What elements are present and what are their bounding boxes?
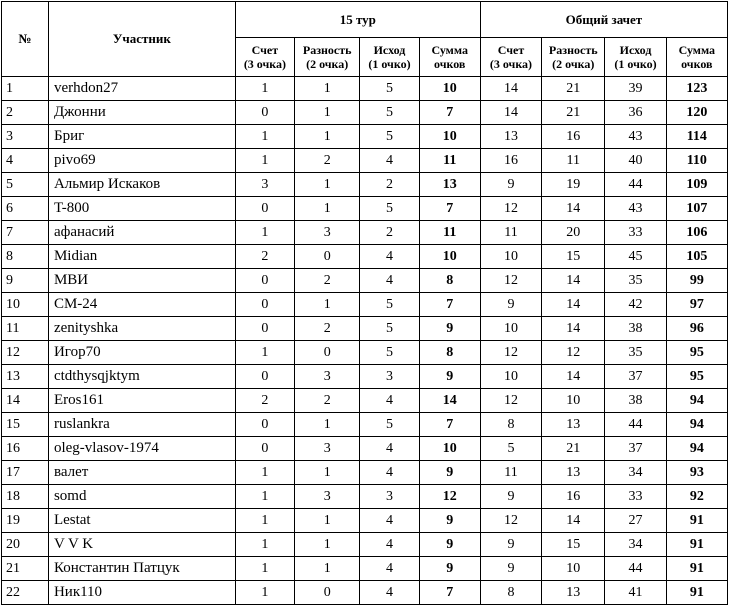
cell-round-score: 1	[235, 221, 294, 245]
cell-round-sum: 9	[419, 317, 480, 341]
participant-name: Eros161	[48, 389, 235, 413]
cell-round-outcome: 5	[360, 317, 419, 341]
cell-total-sum: 92	[666, 485, 727, 509]
cell-total-sum: 94	[666, 413, 727, 437]
cell-round-score: 1	[235, 461, 294, 485]
row-number: 11	[2, 317, 49, 341]
cell-round-difference: 1	[295, 101, 360, 125]
cell-total-difference: 10	[542, 557, 605, 581]
cell-total-outcome: 36	[605, 101, 666, 125]
cell-total-outcome: 33	[605, 485, 666, 509]
cell-total-score: 9	[480, 533, 541, 557]
cell-total-sum: 114	[666, 125, 727, 149]
cell-round-outcome: 4	[360, 437, 419, 461]
row-number: 4	[2, 149, 49, 173]
cell-round-outcome: 4	[360, 245, 419, 269]
cell-total-difference: 14	[542, 293, 605, 317]
cell-round-sum: 9	[419, 461, 480, 485]
cell-round-outcome: 4	[360, 533, 419, 557]
cell-total-difference: 14	[542, 269, 605, 293]
row-number: 10	[2, 293, 49, 317]
cell-total-score: 9	[480, 485, 541, 509]
cell-round-difference: 1	[295, 77, 360, 101]
cell-total-outcome: 44	[605, 557, 666, 581]
table-row	[2, 413, 728, 437]
cell-total-score: 10	[480, 245, 541, 269]
cell-total-outcome: 35	[605, 341, 666, 365]
table-row	[2, 461, 728, 485]
cell-round-difference: 1	[295, 533, 360, 557]
group-header-round: 15 тур	[235, 2, 480, 38]
participant-name: Lestat	[48, 509, 235, 533]
participant-name: somd	[48, 485, 235, 509]
participant-name: Игор70	[48, 341, 235, 365]
cell-total-score: 12	[480, 389, 541, 413]
table-row	[2, 269, 728, 293]
participant-name: валет	[48, 461, 235, 485]
participant-name: афанасий	[48, 221, 235, 245]
cell-total-sum: 97	[666, 293, 727, 317]
participant-name: ctdthysqjktym	[48, 365, 235, 389]
cell-round-outcome: 5	[360, 341, 419, 365]
cell-round-sum: 9	[419, 509, 480, 533]
cell-total-score: 11	[480, 461, 541, 485]
table-row	[2, 485, 728, 509]
header-row-groups	[2, 2, 728, 38]
cell-total-difference: 16	[542, 125, 605, 149]
col-header-number: №	[2, 2, 49, 77]
cell-total-sum: 99	[666, 269, 727, 293]
cell-round-score: 0	[235, 437, 294, 461]
participant-name: V V K	[48, 533, 235, 557]
cell-total-score: 9	[480, 557, 541, 581]
cell-round-outcome: 5	[360, 101, 419, 125]
cell-total-difference: 10	[542, 389, 605, 413]
cell-round-outcome: 4	[360, 269, 419, 293]
cell-total-outcome: 44	[605, 173, 666, 197]
cell-round-outcome: 2	[360, 221, 419, 245]
cell-total-score: 11	[480, 221, 541, 245]
cell-round-outcome: 3	[360, 485, 419, 509]
cell-total-sum: 107	[666, 197, 727, 221]
col-header-total-difference: Разность (2 очка)	[542, 38, 605, 77]
cell-round-sum: 11	[419, 149, 480, 173]
cell-total-score: 14	[480, 101, 541, 125]
cell-total-sum: 93	[666, 461, 727, 485]
cell-round-difference: 1	[295, 293, 360, 317]
cell-total-sum: 123	[666, 77, 727, 101]
table-row	[2, 581, 728, 605]
row-number: 19	[2, 509, 49, 533]
cell-round-outcome: 4	[360, 509, 419, 533]
cell-round-sum: 10	[419, 77, 480, 101]
table-row	[2, 293, 728, 317]
cell-round-sum: 9	[419, 533, 480, 557]
participant-name: Константин Патцук	[48, 557, 235, 581]
cell-total-outcome: 43	[605, 197, 666, 221]
cell-total-outcome: 38	[605, 317, 666, 341]
cell-round-difference: 1	[295, 125, 360, 149]
participant-name: Джонни	[48, 101, 235, 125]
cell-total-score: 5	[480, 437, 541, 461]
cell-total-difference: 14	[542, 509, 605, 533]
cell-round-difference: 1	[295, 557, 360, 581]
cell-round-score: 0	[235, 413, 294, 437]
col-header-round-difference: Разность (2 очка)	[295, 38, 360, 77]
cell-round-score: 1	[235, 581, 294, 605]
cell-total-difference: 15	[542, 245, 605, 269]
cell-round-difference: 0	[295, 581, 360, 605]
cell-total-score: 12	[480, 197, 541, 221]
cell-round-sum: 11	[419, 221, 480, 245]
cell-round-sum: 14	[419, 389, 480, 413]
cell-round-score: 1	[235, 125, 294, 149]
cell-total-sum: 110	[666, 149, 727, 173]
cell-round-sum: 8	[419, 341, 480, 365]
cell-total-difference: 13	[542, 581, 605, 605]
row-number: 7	[2, 221, 49, 245]
cell-round-score: 3	[235, 173, 294, 197]
cell-round-outcome: 4	[360, 461, 419, 485]
cell-total-difference: 19	[542, 173, 605, 197]
cell-round-outcome: 4	[360, 149, 419, 173]
cell-round-score: 1	[235, 533, 294, 557]
cell-total-outcome: 35	[605, 269, 666, 293]
cell-total-difference: 11	[542, 149, 605, 173]
cell-round-outcome: 2	[360, 173, 419, 197]
cell-round-score: 1	[235, 77, 294, 101]
cell-total-score: 12	[480, 269, 541, 293]
cell-round-difference: 2	[295, 317, 360, 341]
cell-round-sum: 12	[419, 485, 480, 509]
row-number: 8	[2, 245, 49, 269]
standings-table	[1, 1, 728, 605]
table-row	[2, 437, 728, 461]
cell-total-score: 9	[480, 173, 541, 197]
cell-round-score: 0	[235, 317, 294, 341]
cell-total-outcome: 37	[605, 437, 666, 461]
cell-round-sum: 7	[419, 293, 480, 317]
row-number: 5	[2, 173, 49, 197]
cell-total-sum: 105	[666, 245, 727, 269]
table-row	[2, 341, 728, 365]
cell-total-outcome: 41	[605, 581, 666, 605]
row-number: 20	[2, 533, 49, 557]
cell-total-difference: 20	[542, 221, 605, 245]
participant-name: pivo69	[48, 149, 235, 173]
cell-round-sum: 8	[419, 269, 480, 293]
cell-round-score: 0	[235, 197, 294, 221]
cell-round-score: 1	[235, 341, 294, 365]
cell-round-sum: 7	[419, 197, 480, 221]
table-row	[2, 245, 728, 269]
cell-total-outcome: 40	[605, 149, 666, 173]
cell-round-difference: 3	[295, 221, 360, 245]
row-number: 6	[2, 197, 49, 221]
table-row	[2, 173, 728, 197]
cell-round-difference: 3	[295, 365, 360, 389]
cell-round-sum: 10	[419, 437, 480, 461]
cell-round-sum: 7	[419, 101, 480, 125]
cell-total-score: 10	[480, 317, 541, 341]
table-row	[2, 365, 728, 389]
cell-round-sum: 13	[419, 173, 480, 197]
table-row	[2, 533, 728, 557]
participant-name: verhdon27	[48, 77, 235, 101]
cell-total-sum: 96	[666, 317, 727, 341]
cell-total-sum: 91	[666, 557, 727, 581]
row-number: 15	[2, 413, 49, 437]
cell-total-outcome: 27	[605, 509, 666, 533]
cell-round-score: 1	[235, 485, 294, 509]
cell-total-score: 10	[480, 365, 541, 389]
cell-round-outcome: 5	[360, 77, 419, 101]
row-number: 3	[2, 125, 49, 149]
row-number: 1	[2, 77, 49, 101]
participant-name: ruslankra	[48, 413, 235, 437]
cell-round-difference: 3	[295, 437, 360, 461]
cell-total-score: 12	[480, 509, 541, 533]
cell-total-sum: 95	[666, 341, 727, 365]
participant-name: T-800	[48, 197, 235, 221]
cell-round-score: 0	[235, 101, 294, 125]
table-row	[2, 101, 728, 125]
cell-round-outcome: 5	[360, 413, 419, 437]
group-header-total: Общий зачет	[480, 2, 727, 38]
cell-total-outcome: 45	[605, 245, 666, 269]
cell-round-score: 2	[235, 245, 294, 269]
cell-round-difference: 2	[295, 389, 360, 413]
table-row	[2, 509, 728, 533]
cell-total-difference: 15	[542, 533, 605, 557]
row-number: 16	[2, 437, 49, 461]
cell-total-outcome: 34	[605, 461, 666, 485]
col-header-total-score: Счет (3 очка)	[480, 38, 541, 77]
cell-round-sum: 9	[419, 557, 480, 581]
row-number: 13	[2, 365, 49, 389]
cell-round-difference: 1	[295, 461, 360, 485]
cell-total-sum: 106	[666, 221, 727, 245]
cell-total-outcome: 33	[605, 221, 666, 245]
cell-round-difference: 2	[295, 149, 360, 173]
cell-round-outcome: 5	[360, 293, 419, 317]
col-header-round-score: Счет (3 очка)	[235, 38, 294, 77]
participant-name: Ник110	[48, 581, 235, 605]
cell-total-difference: 14	[542, 317, 605, 341]
participant-name: zenityshka	[48, 317, 235, 341]
row-number: 2	[2, 101, 49, 125]
table-row	[2, 557, 728, 581]
cell-round-sum: 7	[419, 581, 480, 605]
cell-total-difference: 14	[542, 365, 605, 389]
cell-total-difference: 21	[542, 77, 605, 101]
row-number: 18	[2, 485, 49, 509]
table-row	[2, 389, 728, 413]
table-row	[2, 221, 728, 245]
cell-round-sum: 10	[419, 125, 480, 149]
cell-total-difference: 16	[542, 485, 605, 509]
cell-round-outcome: 4	[360, 557, 419, 581]
participant-name: Бриг	[48, 125, 235, 149]
cell-round-outcome: 5	[360, 197, 419, 221]
cell-round-sum: 9	[419, 365, 480, 389]
row-number: 9	[2, 269, 49, 293]
cell-total-outcome: 44	[605, 413, 666, 437]
col-header-round-sum: Сумма очков	[419, 38, 480, 77]
table-row	[2, 197, 728, 221]
cell-total-difference: 21	[542, 101, 605, 125]
row-number: 22	[2, 581, 49, 605]
cell-total-difference: 13	[542, 461, 605, 485]
cell-round-score: 1	[235, 557, 294, 581]
cell-total-sum: 91	[666, 533, 727, 557]
cell-total-sum: 95	[666, 365, 727, 389]
cell-round-difference: 0	[295, 245, 360, 269]
participant-name: Альмир Искаков	[48, 173, 235, 197]
col-header-round-outcome: Исход (1 очко)	[360, 38, 419, 77]
row-number: 14	[2, 389, 49, 413]
cell-round-difference: 1	[295, 413, 360, 437]
cell-total-sum: 120	[666, 101, 727, 125]
cell-total-difference: 13	[542, 413, 605, 437]
participant-name: МВИ	[48, 269, 235, 293]
cell-round-outcome: 3	[360, 365, 419, 389]
cell-round-score: 0	[235, 293, 294, 317]
cell-round-score: 0	[235, 269, 294, 293]
standings-body	[2, 77, 728, 605]
cell-total-sum: 109	[666, 173, 727, 197]
cell-round-outcome: 4	[360, 389, 419, 413]
col-header-participant: Участник	[48, 2, 235, 77]
table-row	[2, 125, 728, 149]
cell-total-outcome: 34	[605, 533, 666, 557]
cell-total-outcome: 38	[605, 389, 666, 413]
cell-total-score: 9	[480, 293, 541, 317]
cell-round-difference: 2	[295, 269, 360, 293]
cell-total-sum: 91	[666, 509, 727, 533]
cell-round-score: 1	[235, 149, 294, 173]
cell-total-sum: 94	[666, 437, 727, 461]
col-header-total-outcome: Исход (1 очко)	[605, 38, 666, 77]
cell-total-score: 13	[480, 125, 541, 149]
cell-total-difference: 21	[542, 437, 605, 461]
cell-round-difference: 1	[295, 509, 360, 533]
table-row	[2, 77, 728, 101]
cell-total-sum: 91	[666, 581, 727, 605]
cell-round-difference: 1	[295, 197, 360, 221]
table-row	[2, 317, 728, 341]
participant-name: oleg-vlasov-1974	[48, 437, 235, 461]
row-number: 21	[2, 557, 49, 581]
cell-round-score: 1	[235, 509, 294, 533]
cell-round-outcome: 4	[360, 581, 419, 605]
cell-round-difference: 0	[295, 341, 360, 365]
cell-total-difference: 14	[542, 197, 605, 221]
cell-total-score: 8	[480, 413, 541, 437]
cell-round-difference: 1	[295, 173, 360, 197]
cell-total-outcome: 39	[605, 77, 666, 101]
participant-name: Midian	[48, 245, 235, 269]
col-header-total-sum: Сумма очков	[666, 38, 727, 77]
table-row	[2, 149, 728, 173]
cell-total-outcome: 43	[605, 125, 666, 149]
cell-total-score: 14	[480, 77, 541, 101]
cell-total-outcome: 37	[605, 365, 666, 389]
cell-round-difference: 3	[295, 485, 360, 509]
cell-round-score: 0	[235, 365, 294, 389]
cell-total-difference: 12	[542, 341, 605, 365]
cell-total-outcome: 42	[605, 293, 666, 317]
participant-name: CM-24	[48, 293, 235, 317]
cell-round-score: 2	[235, 389, 294, 413]
cell-round-outcome: 5	[360, 125, 419, 149]
cell-total-sum: 94	[666, 389, 727, 413]
cell-round-sum: 10	[419, 245, 480, 269]
row-number: 17	[2, 461, 49, 485]
cell-total-score: 12	[480, 341, 541, 365]
cell-total-score: 8	[480, 581, 541, 605]
row-number: 12	[2, 341, 49, 365]
cell-total-score: 16	[480, 149, 541, 173]
cell-round-sum: 7	[419, 413, 480, 437]
